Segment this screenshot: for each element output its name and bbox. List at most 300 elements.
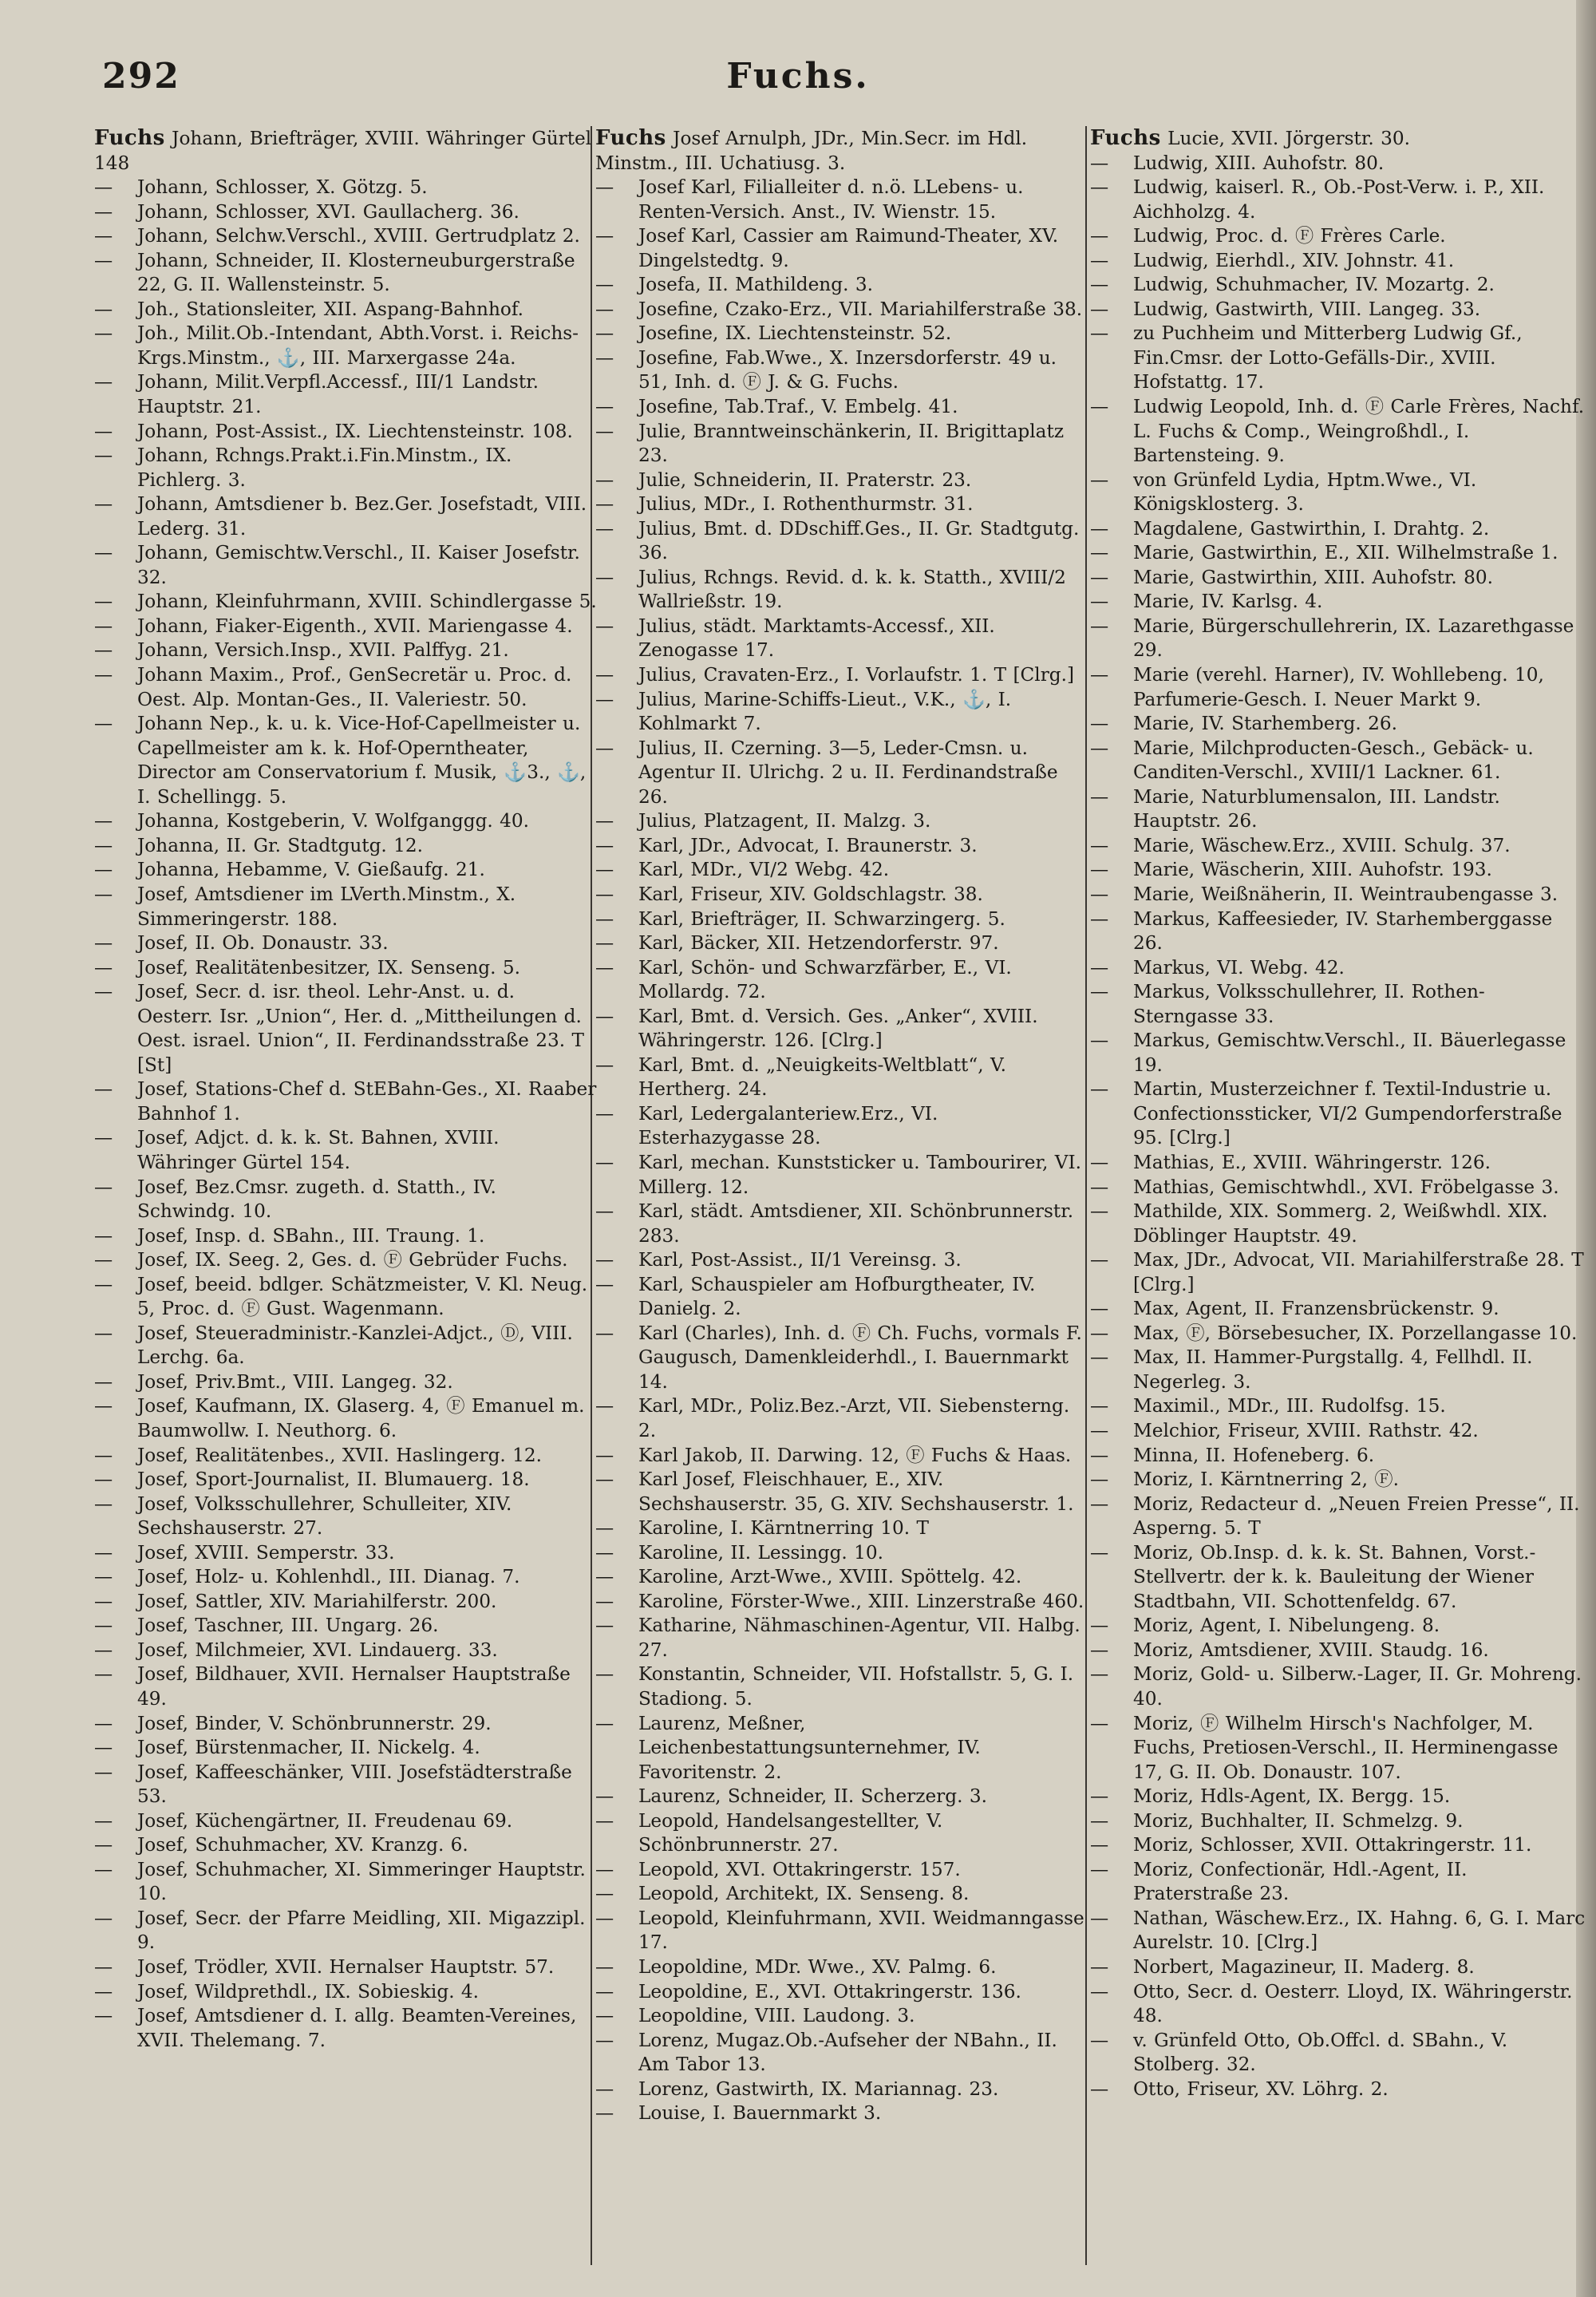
directory-entry — [1090, 1662, 1586, 1711]
directory-entry — [595, 737, 1088, 810]
directory-entry — [94, 809, 597, 834]
directory-entry — [1090, 907, 1586, 956]
directory-entry — [1090, 322, 1586, 395]
directory-entry — [94, 1809, 597, 1834]
entry-text: Marie, IV. Starhemberg. 26. — [1133, 713, 1397, 735]
repeat-dash: — — [94, 1712, 113, 1734]
entry-text: Karl (Charles), Inh. d. Ⓕ Ch. Fuchs, vormals F. Gaugusch, Damenkleiderhdl., I. Bauernmarkt 14. — [638, 1322, 1082, 1393]
repeat-dash: — — [94, 445, 113, 467]
directory-entry — [1090, 1468, 1586, 1492]
entry-text: Otto, Friseur, XV. Löhrg. 2. — [1133, 2078, 1389, 2100]
repeat-dash: — — [1090, 956, 1109, 978]
repeat-dash: — — [94, 1469, 113, 1491]
entry-text: Josef, Stations-Chef d. StEBahn-Ges., XI. Raaber Bahnhof 1. — [137, 1078, 597, 1125]
repeat-dash: — — [595, 1151, 614, 1173]
entry-text: Konstantin, Schneider, VII. Hofstallstr. 5, G. I. Stadiong. 5. — [638, 1663, 1074, 1710]
entry-text: Lorenz, Mugaz.Ob.-Aufseher der NBahn., II. Am Tabor 13. — [638, 2029, 1057, 2076]
entry-text: Laurenz, Schneider, II. Scherzerg. 3. — [638, 1785, 987, 1808]
directory-entry — [1090, 615, 1586, 663]
entry-text: Johann, Post-Assist., IX. Liechtensteinstr. 108. — [137, 420, 573, 442]
repeat-dash: — — [94, 1492, 113, 1515]
entry-text: Nathan, Wäschew.Erz., IX. Hahng. 6, G. I. Marc Aurelstr. 10. [Clrg.] — [1133, 1907, 1586, 1954]
directory-entry — [595, 1248, 1088, 1273]
directory-entry — [94, 1126, 597, 1175]
directory-entry — [1090, 1394, 1586, 1419]
directory-entry — [94, 590, 597, 615]
repeat-dash: — — [94, 176, 113, 199]
entry-text: Marie, IV. Karlsg. 4. — [1133, 591, 1323, 613]
directory-entry — [94, 638, 597, 663]
repeat-dash: — — [94, 883, 113, 905]
directory-entry — [1090, 883, 1586, 907]
entry-text: Johann, Kleinfuhrmann, XVIII. Schindlergasse 5. — [137, 591, 597, 613]
repeat-dash: — — [1090, 1541, 1109, 1564]
directory-entry — [595, 809, 1088, 834]
repeat-dash: — — [94, 1176, 113, 1198]
directory-entry — [595, 1980, 1088, 2005]
directory-entry — [1090, 1955, 1586, 1980]
entry-text: Johann, Milit.Verpfl.Accessf., III/1 Landstr. Hauptstr. 21. — [137, 371, 539, 418]
repeat-dash: — — [94, 1078, 113, 1101]
repeat-dash: — — [94, 1590, 113, 1612]
entry-text: Marie, Wäschew.Erz., XVIII. Schulg. 37. — [1133, 834, 1511, 856]
repeat-dash: — — [595, 1469, 614, 1491]
directory-entry — [595, 468, 1088, 493]
directory-entry — [595, 322, 1088, 346]
entry-text: Marie, Wäscherin, XIII. Auhofstr. 193. — [1133, 859, 1492, 881]
repeat-dash: — — [1090, 1395, 1109, 1417]
directory-entry — [1090, 176, 1586, 224]
entry-text: Julius, Platzagent, II. Malzg. 3. — [638, 810, 931, 832]
directory-entry — [595, 663, 1088, 688]
entry-text: Josef Karl, Filialleiter d. n.ö. LLebens- u. Renten-Versich. Anst., IV. Wienstr. 15. — [638, 176, 1024, 223]
repeat-dash: — — [1090, 517, 1109, 540]
entry-text: Max, JDr., Advocat, VII. Mariahilferstraße 28. T [Clrg.] — [1133, 1249, 1584, 1295]
entry-text: Josef, Kaffeeschänker, VIII. Josefstädterstraße 53. — [137, 1761, 572, 1808]
repeat-dash: — — [1090, 249, 1109, 271]
repeat-dash: — — [595, 2102, 614, 2125]
repeat-dash: — — [1090, 1712, 1109, 1734]
entry-text: Josefine, Czako-Erz., VII. Mariahilferstraße 38. — [638, 298, 1083, 320]
entry-text: Josef, Realitätenbesitzer, IX. Senseng. 5. — [137, 956, 520, 978]
repeat-dash: — — [1090, 1200, 1109, 1223]
repeat-dash: — — [595, 834, 614, 856]
repeat-dash: — — [1090, 1785, 1109, 1808]
entry-text: Josef, Bez.Cmsr. zugeth. d. Statth., IV. Schwindg. 10. — [137, 1176, 496, 1223]
directory-entry — [595, 1712, 1088, 1785]
directory-entry — [1090, 468, 1586, 517]
directory-entry — [595, 1785, 1088, 1809]
repeat-dash: — — [94, 615, 113, 637]
directory-entry — [1090, 737, 1586, 785]
entry-text: Johann Maxim., Prof., GenSecretär u. Proc. d. Oest. Alp. Montan-Ges., II. Valeriestr. 50. — [137, 664, 572, 710]
entry-text: Moriz, Agent, I. Nibelungeng. 8. — [1133, 1615, 1440, 1637]
entry-text: Josef, Insp. d. SBahn., III. Traung. 1. — [137, 1224, 485, 1247]
directory-entry — [94, 1761, 597, 1809]
entry-text: Johann, Versich.Insp., XVII. Palffyg. 21. — [137, 639, 509, 662]
entry-text: Lucie, XVII. Jörgerstr. 30. — [1167, 128, 1411, 149]
repeat-dash: — — [595, 956, 614, 978]
directory-entry — [94, 2004, 597, 2053]
entry-text: Martin, Musterzeichner f. Textil-Industrie u. Confectionssticker, VI/2 Gumpendorferstraße 95. [Clrg.] — [1133, 1078, 1562, 1149]
directory-entry — [1090, 273, 1586, 298]
directory-entry — [1090, 249, 1586, 274]
directory-entry — [595, 395, 1088, 420]
entry-text: Max, II. Hammer-Purgstallg. 4, Fellhdl. II. Negerleg. 3. — [1133, 1346, 1533, 1393]
entry-text: Lorenz, Gastwirth, IX. Mariannag. 23. — [638, 2078, 999, 2100]
directory-entry — [1090, 858, 1586, 883]
directory-entry — [595, 126, 1088, 176]
entry-text: Ludwig, Schuhmacher, IV. Mozartg. 2. — [1133, 274, 1495, 296]
entry-text: Josef, Milchmeier, XVI. Lindauerg. 33. — [137, 1639, 498, 1661]
repeat-dash: — — [595, 1615, 614, 1637]
entry-text: Josef, Schuhmacher, XV. Kranzg. 6. — [137, 1834, 468, 1856]
repeat-dash: — — [94, 298, 113, 320]
repeat-dash: — — [595, 2005, 614, 2027]
repeat-dash: — — [595, 1590, 614, 1612]
directory-entry — [1090, 1858, 1586, 1907]
entry-text: Josef, Steueradministr.-Kanzlei-Adjct., Ⓓ, VIII. Lerchg. 6a. — [137, 1322, 573, 1369]
entry-text: Julius, Rchngs. Revid. d. k. k. Statth., XVIII/2 Wallrießstr. 19. — [638, 566, 1066, 613]
directory-entry — [595, 956, 1088, 1005]
entry-text: Karl, Bmt. d. „Neuigkeits-Weltblatt“, V. Hertherg. 24. — [638, 1054, 1007, 1101]
entry-text: Leopold, Architekt, IX. Senseng. 8. — [638, 1883, 970, 1905]
entry-text: Josef, Realitätenbes., XVII. Haslingerg. 12. — [137, 1444, 543, 1466]
repeat-dash: — — [94, 1566, 113, 1588]
directory-entry — [1090, 1541, 1586, 1615]
directory-entry — [1090, 2029, 1586, 2078]
entry-text: Minna, II. Hofeneberg. 6. — [1133, 1444, 1375, 1466]
page-header — [0, 56, 1596, 120]
directory-entry — [595, 273, 1088, 298]
directory-entry — [1090, 224, 1586, 249]
entry-text: Ludwig, Gastwirth, VIII. Langeg. 33. — [1133, 298, 1481, 320]
entry-text: Ludwig, kaiserl. R., Ob.-Post-Verw. i. P., XII. Aichholzg. 4. — [1133, 176, 1545, 223]
directory-entry — [595, 1907, 1088, 1955]
repeat-dash: — — [1090, 1809, 1109, 1832]
directory-entry — [94, 712, 597, 809]
directory-entry — [1090, 1077, 1586, 1151]
repeat-dash: — — [1090, 664, 1109, 686]
directory-entry — [94, 1394, 597, 1443]
directory-entry — [94, 1590, 597, 1615]
entry-text: Josef, XVIII. Semperstr. 33. — [137, 1541, 395, 1564]
directory-entry — [94, 1639, 597, 1663]
repeat-dash: — — [94, 859, 113, 881]
entry-headword: Fuchs — [1090, 126, 1161, 150]
entry-text: Josef, Schuhmacher, XI. Simmeringer Hauptstr. 10. — [137, 1858, 586, 1905]
entry-text: Julius, städt. Marktamts-Accessf., XII. Zenogasse 17. — [638, 615, 995, 662]
directory-entry — [94, 1736, 597, 1761]
entry-text: Karl, MDr., Poliz.Bez.-Arzt, VII. Siebensterng. 2. — [638, 1395, 1070, 1441]
entry-text: Josef, Wildprethdl., IX. Sobieskig. 4. — [137, 1980, 480, 2002]
entry-text: Mathilde, XIX. Sommerg. 2, Weißwhdl. XIX. Döblinger Hauptstr. 49. — [1133, 1200, 1548, 1247]
repeat-dash: — — [94, 664, 113, 686]
repeat-dash: — — [595, 1785, 614, 1808]
entry-text: Karoline, I. Kärntnerring 10. T — [638, 1517, 929, 1540]
entry-text: Karl, Ledergalanteriew.Erz., VI. Esterhazygasse 28. — [638, 1102, 938, 1149]
entry-text: Mathias, Gemischtwhdl., XVI. Fröbelgasse 3. — [1133, 1176, 1559, 1198]
entry-text: Josef, Binder, V. Schönbrunnerstr. 29. — [137, 1712, 492, 1734]
repeat-dash: — — [595, 1883, 614, 1905]
repeat-dash: — — [1090, 1176, 1109, 1198]
entry-text: Johann, Briefträger, XVIII. Währinger Gürtel 148 — [94, 128, 592, 174]
repeat-dash: — — [94, 1980, 113, 2002]
repeat-dash: — — [595, 1858, 614, 1880]
repeat-dash: — — [1090, 1151, 1109, 1173]
repeat-dash: — — [94, 371, 113, 393]
directory-entry — [1090, 1785, 1586, 1809]
entry-text: Johanna, Kostgeberin, V. Wolfganggg. 40. — [137, 810, 530, 832]
directory-entry — [595, 2101, 1088, 2126]
repeat-dash: — — [595, 1809, 614, 1832]
directory-entry — [94, 370, 597, 419]
repeat-dash: — — [1090, 396, 1109, 418]
directory-entry — [1090, 1322, 1586, 1346]
repeat-dash: — — [1090, 274, 1109, 296]
entry-text: Johann, Schlosser, X. Götzg. 5. — [137, 176, 428, 199]
repeat-dash: — — [94, 1761, 113, 1783]
directory-entry — [94, 883, 597, 931]
entry-text: Josefine, Fab.Wwe., X. Inzersdorferstr. 49 u. 51, Inh. d. Ⓕ J. & G. Fuchs. — [638, 346, 1057, 393]
directory-entry — [94, 858, 597, 883]
directory-entry — [595, 566, 1088, 615]
entry-text: Louise, I. Bauernmarkt 3. — [638, 2102, 882, 2125]
directory-entry — [595, 1005, 1088, 1054]
repeat-dash: — — [94, 1615, 113, 1637]
entry-text: Josef, Küchengärtner, II. Freudenau 69. — [137, 1809, 513, 1832]
directory-entry — [1090, 834, 1586, 859]
repeat-dash: — — [595, 1102, 614, 1125]
column-2 — [595, 126, 1088, 2281]
directory-entry — [595, 1541, 1088, 1566]
repeat-dash: — — [1090, 713, 1109, 735]
repeat-dash: — — [595, 615, 614, 637]
entry-text: Josef, Bürstenmacher, II. Nickelg. 4. — [137, 1737, 480, 1759]
repeat-dash: — — [595, 468, 614, 491]
repeat-dash: — — [94, 713, 113, 735]
entry-text: Moriz, Redacteur d. „Neuen Freien Presse“, II. Asperng. 5. T — [1133, 1492, 1580, 1540]
directory-entry — [595, 1273, 1088, 1322]
repeat-dash: — — [1090, 1444, 1109, 1466]
directory-entry — [1090, 980, 1586, 1029]
directory-entry — [94, 980, 597, 1077]
repeat-dash: — — [1090, 615, 1109, 637]
directory-columns — [94, 126, 1586, 2281]
entry-text: Ludwig, Eierhdl., XIV. Johnstr. 41. — [1133, 249, 1455, 271]
entry-text: Karl, Post-Assist., II/1 Vereinsg. 3. — [638, 1249, 962, 1271]
entry-text: Karl Jakob, II. Darwing. 12, Ⓕ Fuchs & Haas. — [638, 1444, 1072, 1466]
entry-text: Julius, II. Czerning. 3—5, Leder-Cmsn. u. Agentur II. Ulrichg. 2 u. II. Ferdinandstraße 26. — [638, 737, 1058, 808]
entry-text: Julius, Cravaten-Erz., I. Vorlaufstr. 1. T [Clrg.] — [638, 664, 1075, 686]
repeat-dash: — — [1090, 1419, 1109, 1441]
entry-text: Leopold, Handelsangestellter, V. Schönbrunnerstr. 27. — [638, 1809, 943, 1856]
repeat-dash: — — [1090, 981, 1109, 1003]
directory-entry — [94, 1662, 597, 1711]
entry-text: Joh., Stationsleiter, XII. Aspang-Bahnhof. — [137, 298, 523, 320]
entry-text: Karoline, II. Lessingg. 10. — [638, 1541, 884, 1564]
directory-entry — [1090, 152, 1586, 176]
entry-text: Johann, Selchw.Verschl., XVIII. Gertrudplatz 2. — [137, 225, 580, 247]
directory-entry — [94, 249, 597, 298]
entry-text: Josef, Taschner, III. Ungarg. 26. — [137, 1615, 439, 1637]
repeat-dash: — — [1090, 1956, 1109, 1979]
entry-text: Leopold, XVI. Ottakringerstr. 157. — [638, 1858, 961, 1880]
directory-entry — [595, 1054, 1088, 1102]
entry-text: Karoline, Arzt-Wwe., XVIII. Spöttelg. 42. — [638, 1566, 1022, 1588]
entry-text: Markus, VI. Webg. 42. — [1133, 956, 1345, 978]
repeat-dash: — — [595, 1395, 614, 1417]
repeat-dash: — — [595, 517, 614, 540]
repeat-dash: — — [1090, 2029, 1109, 2051]
entry-text: Josef Karl, Cassier am Raimund-Theater, XV. Dingelstedtg. 9. — [638, 225, 1059, 271]
entry-text: Karl Josef, Fleischhauer, E., XIV. Sechshauserstr. 35, G. XIV. Sechshauserstr. 1. — [638, 1469, 1074, 1515]
directory-entry — [1090, 663, 1586, 712]
repeat-dash: — — [94, 1444, 113, 1466]
directory-entry — [595, 1444, 1088, 1469]
entry-text: Ludwig, XIII. Auhofstr. 80. — [1133, 152, 1385, 174]
page-number: 292 — [102, 56, 180, 97]
directory-entry — [595, 2004, 1088, 2029]
directory-entry — [595, 1809, 1088, 1858]
entry-text: Ludwig Leopold, Inh. d. Ⓕ Carle Frères, Nachf. L. Fuchs & Comp., Weingroßhdl., I. Bartensteing. 9. — [1133, 396, 1585, 467]
directory-entry — [595, 931, 1088, 956]
repeat-dash: — — [595, 274, 614, 296]
repeat-dash: — — [595, 664, 614, 686]
entry-text: Karl, städt. Amtsdiener, XII. Schönbrunnerstr. 283. — [638, 1200, 1074, 1247]
repeat-dash: — — [94, 1224, 113, 1247]
repeat-dash: — — [595, 176, 614, 199]
entry-text: Johann, Gemischtw.Verschl., II. Kaiser Josefstr. 32. — [137, 542, 580, 588]
repeat-dash: — — [595, 420, 614, 442]
directory-entry — [94, 1322, 597, 1370]
directory-entry — [1090, 517, 1586, 542]
repeat-dash: — — [595, 1566, 614, 1588]
directory-entry — [1090, 1712, 1586, 1785]
entry-text: Moriz, Hdls-Agent, IX. Bergg. 15. — [1133, 1785, 1451, 1808]
repeat-dash: — — [94, 834, 113, 856]
directory-entry — [94, 1541, 597, 1566]
repeat-dash: — — [595, 1054, 614, 1076]
entry-text: Josef Arnulph, JDr., Min.Secr. im Hdl. Minstm., III. Uchatiusg. 3. — [595, 128, 1028, 174]
directory-entry — [94, 1248, 597, 1273]
directory-entry — [1090, 1151, 1586, 1176]
entry-text: Norbert, Magazineur, II. Maderg. 8. — [1133, 1956, 1475, 1979]
repeat-dash: — — [595, 1907, 614, 1929]
entry-headword: Fuchs — [595, 126, 666, 150]
column-1 — [94, 126, 597, 2281]
repeat-dash: — — [1090, 1078, 1109, 1101]
directory-entry — [1090, 298, 1586, 322]
repeat-dash: — — [1090, 1907, 1109, 1929]
directory-entry — [1090, 1492, 1586, 1541]
repeat-dash: — — [94, 639, 113, 662]
repeat-dash: — — [1090, 1858, 1109, 1880]
repeat-dash: — — [94, 1956, 113, 1979]
directory-entry — [94, 541, 597, 590]
entry-text: Mathias, E., XVIII. Währingerstr. 126. — [1133, 1151, 1491, 1173]
repeat-dash: — — [595, 1273, 614, 1295]
repeat-dash: — — [595, 907, 614, 930]
entry-text: Josef, Sport-Journalist, II. Blumauerg. 18. — [137, 1469, 530, 1491]
entry-text: Julie, Schneiderin, II. Praterstr. 23. — [638, 468, 972, 491]
entry-text: Marie, Weißnäherin, II. Weintraubengasse 3. — [1133, 883, 1558, 905]
repeat-dash: — — [595, 688, 614, 710]
directory-entry — [1090, 785, 1586, 834]
entry-text: Moriz, Schlosser, XVII. Ottakringerstr. 11. — [1133, 1834, 1532, 1856]
directory-entry — [94, 1955, 597, 1980]
repeat-dash: — — [94, 1249, 113, 1271]
repeat-dash: — — [1090, 322, 1109, 345]
directory-entry — [595, 834, 1088, 859]
repeat-dash: — — [1090, 883, 1109, 905]
directory-entry — [1090, 1833, 1586, 1858]
directory-entry — [1090, 1614, 1586, 1639]
repeat-dash: — — [1090, 1615, 1109, 1637]
entry-text: Josef, IX. Seeg. 2, Ges. d. Ⓕ Gebrüder Fuchs. — [137, 1249, 568, 1271]
entry-text: Josef, Holz- u. Kohlenhdl., III. Dianag. 7. — [137, 1566, 520, 1588]
repeat-dash: — — [595, 225, 614, 247]
repeat-dash: — — [94, 200, 113, 223]
directory-entry — [94, 615, 597, 639]
directory-entry — [94, 322, 597, 370]
directory-entry — [94, 1858, 597, 1907]
repeat-dash: — — [1090, 225, 1109, 247]
repeat-dash: — — [94, 932, 113, 955]
entry-text: Moriz, Buchhalter, II. Schmelzg. 9. — [1133, 1809, 1464, 1832]
directory-entry — [94, 1370, 597, 1395]
entry-text: Johann, Schneider, II. Klosterneuburgerstraße 22, G. II. Wallensteinstr. 5. — [137, 249, 575, 296]
entry-text: Karl, Friseur, XIV. Goldschlagstr. 38. — [638, 883, 983, 905]
repeat-dash: — — [1090, 859, 1109, 881]
repeat-dash: — — [1090, 591, 1109, 613]
entry-text: Karl, MDr., VI/2 Webg. 42. — [638, 859, 890, 881]
entry-text: Julius, MDr., I. Rothenthurmstr. 31. — [638, 493, 974, 516]
directory-entry — [1090, 1029, 1586, 1077]
directory-entry — [1090, 1200, 1586, 1248]
entry-text: Max, Agent, II. Franzensbrückenstr. 9. — [1133, 1298, 1499, 1320]
repeat-dash: — — [595, 2078, 614, 2100]
repeat-dash: — — [595, 2029, 614, 2051]
entry-text: Max, Ⓕ, Börsebesucher, IX. Porzellangasse 10. — [1133, 1322, 1578, 1344]
repeat-dash: — — [595, 810, 614, 832]
entry-text: Leopoldine, E., XVI. Ottakringerstr. 136. — [638, 1980, 1021, 2002]
repeat-dash: — — [94, 1127, 113, 1149]
entry-text: zu Puchheim und Mitterberg Ludwig Gf., Fin.Cmsr. der Lotto-Gefälls-Dir., XVIII. Hofstattg. 17. — [1133, 322, 1523, 393]
repeat-dash: — — [1090, 1469, 1109, 1491]
directory-entry — [94, 200, 597, 225]
repeat-dash: — — [595, 859, 614, 881]
entry-text: Leopoldine, MDr. Wwe., XV. Palmg. 6. — [638, 1956, 997, 1979]
directory-entry — [595, 1151, 1088, 1200]
directory-entry — [1090, 1980, 1586, 2029]
repeat-dash: — — [595, 1663, 614, 1686]
repeat-dash: — — [94, 1639, 113, 1661]
directory-entry — [595, 858, 1088, 883]
directory-entry — [94, 1907, 597, 1955]
entry-text: Josef, Amtsdiener d. I. allg. Beamten-Vereines, XVII. Thelemang. 7. — [137, 2005, 577, 2051]
entry-text: Josef, Sattler, XIV. Mariahilferstr. 200. — [137, 1590, 497, 1612]
entry-text: Johanna, II. Gr. Stadtgutg. 12. — [137, 834, 424, 856]
repeat-dash: — — [94, 1541, 113, 1564]
repeat-dash: — — [595, 396, 614, 418]
entry-text: Josef, Volksschullehrer, Schulleiter, XIV. Sechshauserstr. 27. — [137, 1492, 512, 1540]
entry-text: Karl, Schauspieler am Hofburgtheater, IV. Danielg. 2. — [638, 1273, 1036, 1320]
entry-text: Marie, Gastwirthin, E., XII. Wilhelmstraße 1. — [1133, 542, 1558, 564]
directory-entry — [1090, 1419, 1586, 1444]
directory-entry — [595, 492, 1088, 517]
directory-entry — [94, 1176, 597, 1224]
